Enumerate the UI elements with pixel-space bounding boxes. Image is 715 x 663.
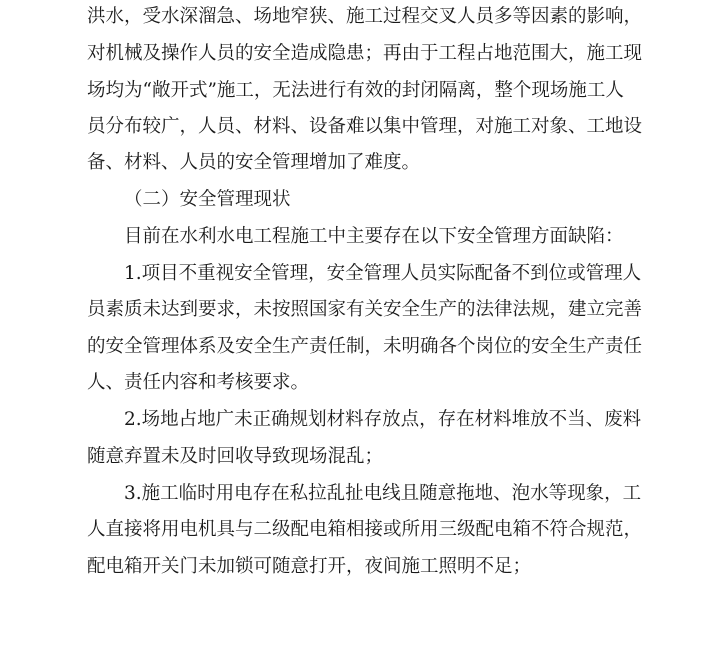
paragraph-line-2: 对机械及操作人员的安全造成隐患；再由于工程占地范围大，施工现 <box>87 43 643 64</box>
item-3-line-3: 配电箱开关门未加锁可随意打开，夜间施工照明不足； <box>87 556 532 577</box>
intro-line: 目前在水利水电工程施工中主要存在以下安全管理方面缺陷： <box>124 226 624 247</box>
item-3-line-2: 人直接将用电机具与二级配电箱相接或所用三级配电箱不符合规范， <box>87 519 643 540</box>
item-1-line-2: 员素质未达到要求，未按照国家有关安全生产的法律法规，建立完善 <box>87 299 643 320</box>
item-2-line-1: 2.场地占地广未正确规划材料存放点，存在材料堆放不当、废料 <box>124 409 642 430</box>
paragraph-line-5: 备、材料、人员的安全管理增加了难度。 <box>87 152 421 173</box>
item-1-line-4: 人、责任内容和考核要求。 <box>87 372 310 393</box>
item-1-line-1: 1.项目不重视安全管理，安全管理人员实际配备不到位或管理人 <box>124 263 642 284</box>
paragraph-line-3: 场均为“敞开式”施工，无法进行有效的封闭隔离，整个现场施工人 <box>87 80 624 101</box>
item-2-line-2: 随意弃置未及时回收导致现场混乱； <box>87 446 384 467</box>
paragraph-line-4: 员分布较广，人员、材料、设备难以集中管理，对施工对象、工地设 <box>87 116 643 137</box>
item-1-line-3: 的安全管理体系及安全生产责任制，未明确各个岗位的安全生产责任 <box>87 336 643 357</box>
section-heading: （二）安全管理现状 <box>124 189 291 210</box>
item-3-line-1: 3.施工临时用电存在私拉乱扯电线且随意拖地、泡水等现象，工 <box>124 483 642 504</box>
paragraph-line-1: 洪水，受水深溜急、场地窄狭、施工过程交叉人员多等因素的影响， <box>87 6 643 27</box>
